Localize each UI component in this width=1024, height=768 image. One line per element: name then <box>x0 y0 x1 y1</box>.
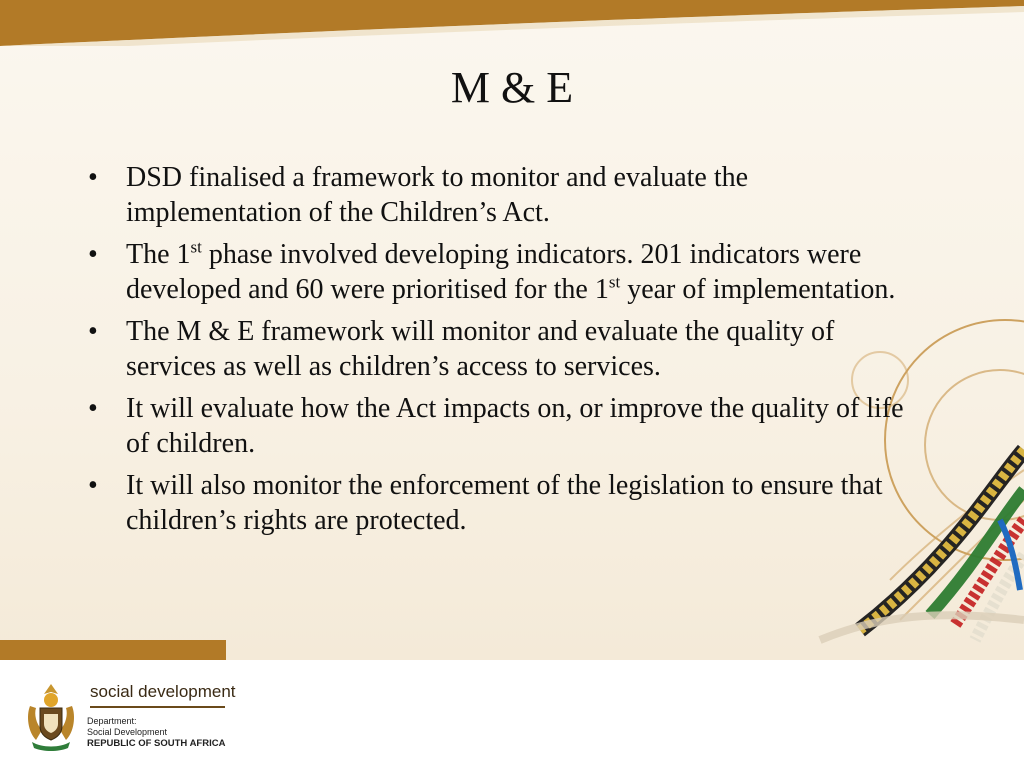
bullet-text: DSD finalised a framework to monitor and evaluate the implementation of the Children’s Act. <box>126 162 749 228</box>
bullet-list <box>88 160 928 545</box>
bullet-item <box>88 391 928 461</box>
department-label: Department: <box>87 716 137 726</box>
bullet-glyph: • <box>88 393 98 424</box>
bullet-item <box>88 314 928 384</box>
bullet-glyph: • <box>88 470 98 501</box>
bullet-item <box>88 468 928 538</box>
decor-circle-mid <box>925 370 1024 520</box>
superscript: st <box>608 272 621 292</box>
bullet-glyph: • <box>88 162 98 193</box>
slide-title: M & E <box>450 63 574 112</box>
bullet-item <box>88 160 928 230</box>
coat-of-arms-icon <box>22 680 80 752</box>
bullet-text: The M & E framework will monitor and evaluate the quality of services as well as children’s access to services. <box>126 316 835 382</box>
bullet-glyph: • <box>88 316 98 347</box>
brand-divider <box>90 706 225 708</box>
country-name: REPUBLIC OF SOUTH AFRICA <box>87 738 226 749</box>
bullet-item <box>88 237 928 307</box>
bullet-glyph: • <box>88 239 98 270</box>
bullet-text: It will evaluate how the Act impacts on, or improve the quality of life of children. <box>126 393 904 459</box>
brand-name: social development <box>90 682 236 701</box>
gold-strip <box>0 640 226 660</box>
footer <box>0 660 1024 768</box>
superscript: st <box>190 237 202 257</box>
bullet-text: It will also monitor the enforcement of the legislation to ensure that children’s rights are protected. <box>126 470 883 536</box>
department-name: Social Development <box>87 727 168 737</box>
bullet-text: The 1st phase involved developing indicators. 201 indicators were developed and 60 were prioritised for the 1st year of implementation. <box>126 237 896 305</box>
